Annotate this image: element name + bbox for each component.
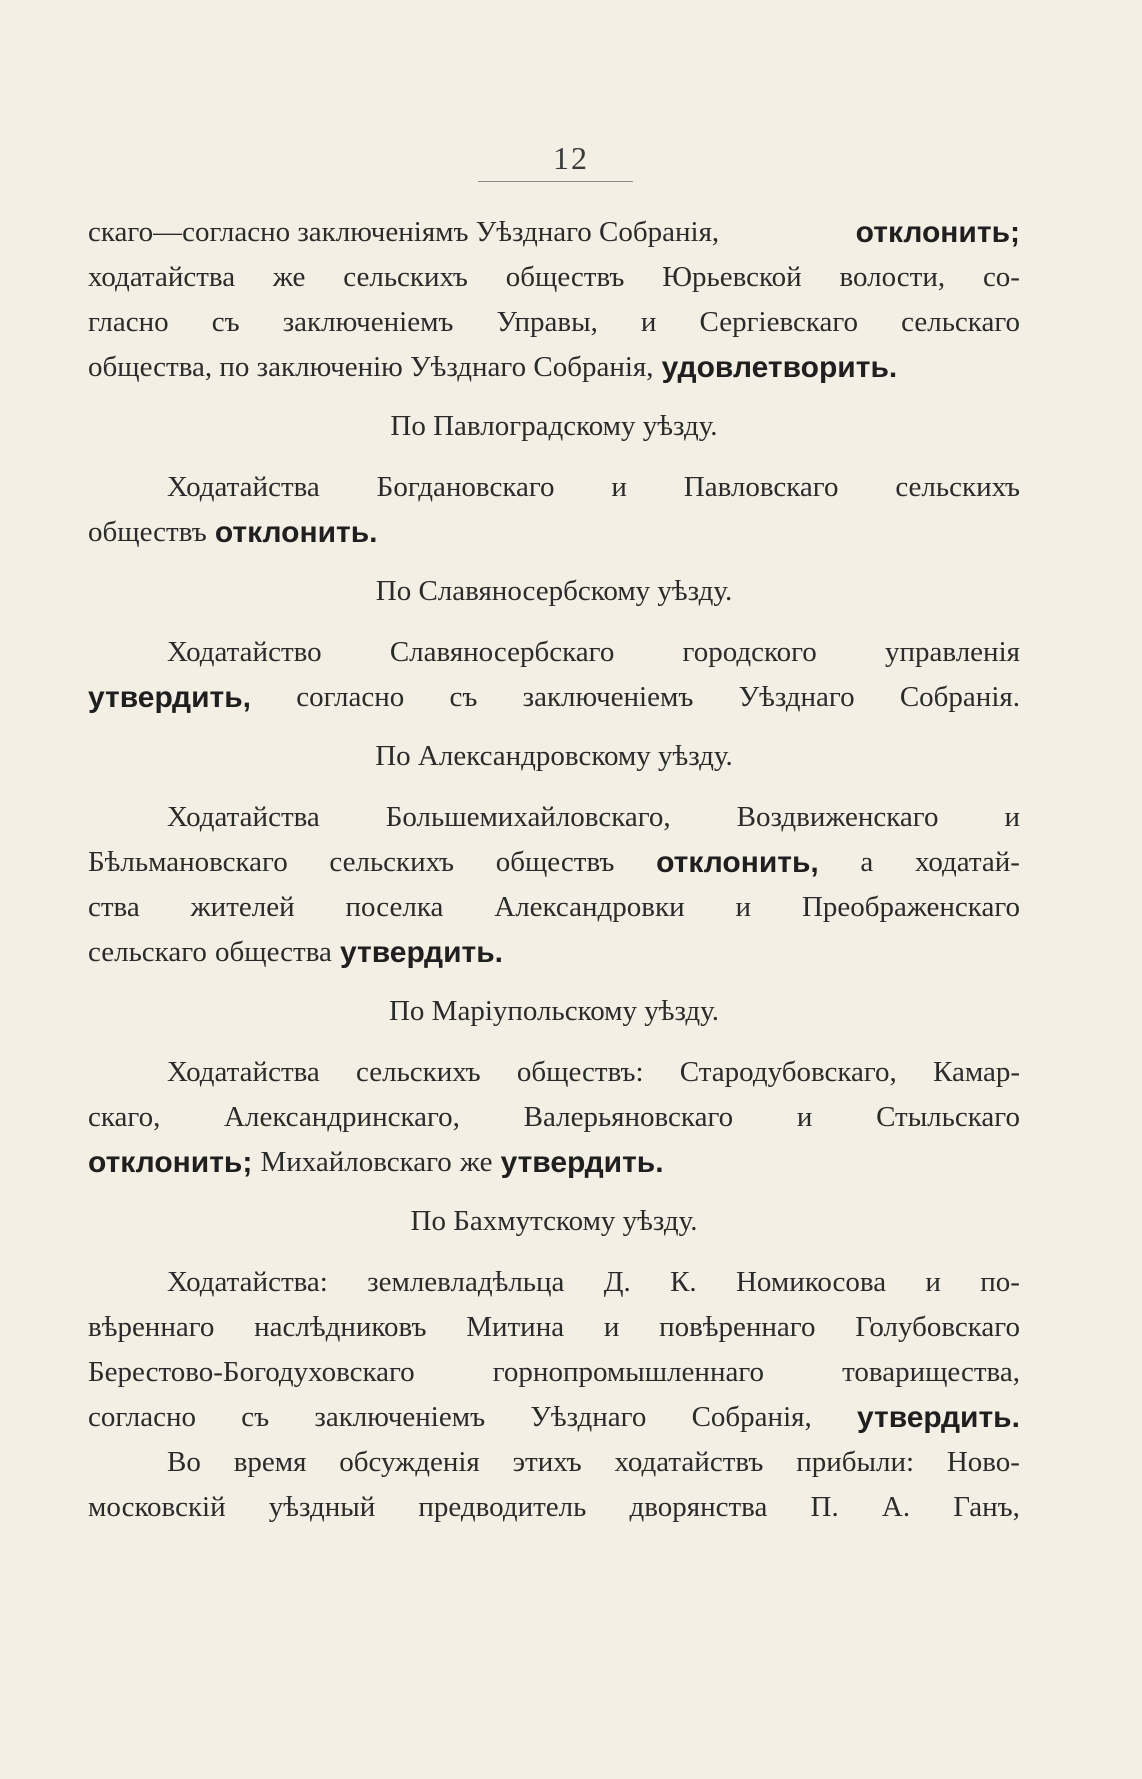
word: и bbox=[1004, 801, 1020, 833]
text-line bbox=[88, 1095, 1020, 1140]
word: Славяносербскаго bbox=[389, 636, 615, 668]
word: заключеніемъ bbox=[314, 1401, 486, 1433]
word: съ bbox=[211, 306, 240, 338]
word: ходатай- bbox=[914, 846, 1020, 878]
text-line bbox=[88, 1260, 1020, 1305]
text-line bbox=[88, 1440, 1020, 1485]
text-line bbox=[88, 345, 1020, 390]
text-line bbox=[88, 795, 1020, 840]
word: По Александровскому уѣзду. bbox=[375, 740, 733, 772]
word: Юрьевской bbox=[662, 261, 802, 293]
word: Номикосова bbox=[735, 1266, 887, 1298]
word: скаго, bbox=[88, 1101, 161, 1133]
section-heading bbox=[88, 569, 1020, 614]
word: Ходатайство bbox=[167, 636, 322, 668]
emphasized-word: отклонить; bbox=[855, 216, 1020, 249]
word: обсужденія bbox=[339, 1446, 480, 1478]
text-line bbox=[88, 930, 1020, 975]
section-heading bbox=[88, 1199, 1020, 1244]
word: вѣреннаго bbox=[88, 1311, 215, 1343]
emphasized-word: утвердить. bbox=[856, 1401, 1020, 1434]
word: общества, по заключенію Уѣзднаго Собранія, bbox=[88, 351, 654, 383]
emphasized-word: утвердить. bbox=[500, 1146, 664, 1179]
word: По Бахмутскому уѣзду. bbox=[410, 1205, 698, 1237]
word: же bbox=[459, 1146, 493, 1178]
word: и bbox=[796, 1101, 813, 1133]
section-heading bbox=[88, 989, 1020, 1034]
word: съ bbox=[449, 681, 478, 713]
text-line bbox=[88, 1350, 1020, 1395]
word: сельскаго bbox=[901, 306, 1020, 338]
word: По Славяносербскому уѣзду. bbox=[375, 575, 733, 607]
word: А. bbox=[881, 1491, 911, 1523]
word: Стыльскаго bbox=[876, 1101, 1020, 1133]
word: Уѣзднаго bbox=[530, 1401, 647, 1433]
word: Александринскаго, bbox=[224, 1101, 460, 1133]
word: Камар- bbox=[932, 1056, 1020, 1088]
emphasized-word: утвердить, bbox=[88, 681, 252, 714]
word: По Павлоградскому уѣзду. bbox=[390, 410, 718, 442]
word: время bbox=[233, 1446, 307, 1478]
word: Богдановскаго bbox=[376, 471, 555, 503]
word: Сергіевскаго bbox=[699, 306, 859, 338]
word: Уѣзднаго bbox=[738, 681, 855, 713]
word: жителей bbox=[190, 891, 295, 923]
word: дворянства bbox=[629, 1491, 768, 1523]
word: Ходатайства bbox=[167, 471, 320, 503]
word: Воздвиженскаго bbox=[736, 801, 939, 833]
word: предводитель bbox=[418, 1491, 587, 1523]
word: заключеніемъ bbox=[282, 306, 454, 338]
word: ходатайства bbox=[88, 261, 236, 293]
word: съ bbox=[241, 1401, 270, 1433]
word: обществъ bbox=[505, 261, 625, 293]
section-heading bbox=[88, 734, 1020, 779]
word: Ходатайства bbox=[167, 801, 320, 833]
word: К. bbox=[670, 1266, 697, 1298]
word: Ходатайства bbox=[167, 1056, 320, 1088]
word: городского bbox=[682, 636, 817, 668]
word: ства bbox=[88, 891, 140, 923]
word: гласно bbox=[88, 306, 169, 338]
word: Собранія, bbox=[691, 1401, 812, 1433]
word: Управы, bbox=[496, 306, 598, 338]
text-line bbox=[88, 675, 1020, 720]
word: управленія bbox=[885, 636, 1020, 668]
word: Большемихайловскаго, bbox=[385, 801, 671, 833]
word: П. bbox=[810, 1491, 839, 1523]
text-line bbox=[88, 1140, 1020, 1185]
emphasized-word: отклонить; bbox=[88, 1146, 253, 1179]
word: Михайловскаго bbox=[260, 1146, 452, 1178]
word: этихъ bbox=[512, 1446, 582, 1478]
word: и bbox=[611, 471, 627, 503]
emphasized-word: отклонить, bbox=[656, 846, 819, 879]
text-line bbox=[88, 210, 1020, 255]
text-line bbox=[88, 630, 1020, 675]
word: Александровки bbox=[494, 891, 685, 923]
word: со- bbox=[982, 261, 1020, 293]
word: волости, bbox=[839, 261, 946, 293]
word: ходатайствъ bbox=[614, 1446, 764, 1478]
word: сельскихъ bbox=[329, 846, 455, 878]
word: уѣздный bbox=[268, 1491, 376, 1523]
word: сельскихъ bbox=[343, 261, 468, 293]
word: Ново- bbox=[946, 1446, 1020, 1478]
word: московскій bbox=[88, 1491, 226, 1523]
word: повѣреннаго bbox=[659, 1311, 816, 1343]
word: и bbox=[925, 1266, 941, 1298]
word: сельскихъ bbox=[895, 471, 1020, 503]
word: сельскихъ bbox=[356, 1056, 481, 1088]
word: прибыли: bbox=[796, 1446, 915, 1478]
word: Во bbox=[167, 1446, 201, 1478]
word: обществъ: bbox=[516, 1056, 644, 1088]
word: по- bbox=[980, 1266, 1020, 1298]
word: Валерьяновскаго bbox=[523, 1101, 734, 1133]
emphasized-word: утвердить. bbox=[340, 936, 504, 969]
word: наслѣдниковъ bbox=[254, 1311, 427, 1343]
body-text bbox=[88, 210, 1020, 1530]
word: обществъ bbox=[495, 846, 615, 878]
text-line bbox=[88, 840, 1020, 885]
word: товарищества, bbox=[842, 1356, 1020, 1388]
section-heading bbox=[88, 404, 1020, 449]
text-line bbox=[88, 465, 1020, 510]
word: а bbox=[860, 846, 874, 878]
word: Павловскаго bbox=[683, 471, 839, 503]
text-line bbox=[88, 255, 1020, 300]
word: согласно bbox=[296, 681, 405, 713]
word: и bbox=[735, 891, 752, 923]
word: сельскаго bbox=[88, 936, 207, 968]
word: Преображенскаго bbox=[801, 891, 1020, 923]
word: Стародубовскаго, bbox=[679, 1056, 897, 1088]
word: же bbox=[272, 261, 306, 293]
word: согласно bbox=[88, 1401, 197, 1433]
text-line bbox=[88, 510, 1020, 555]
word: Д. bbox=[603, 1266, 631, 1298]
text-line bbox=[88, 1395, 1020, 1440]
emphasized-word: отклонить. bbox=[214, 516, 378, 549]
word: общества bbox=[214, 936, 332, 968]
word: и bbox=[640, 306, 657, 338]
word: Собранія. bbox=[899, 681, 1020, 713]
word: Митина bbox=[466, 1311, 565, 1343]
text-line bbox=[88, 300, 1020, 345]
word: Ганъ, bbox=[953, 1491, 1020, 1523]
header-rule bbox=[478, 181, 633, 182]
word: Ходатайства: bbox=[167, 1266, 328, 1298]
word: землевладѣльца bbox=[367, 1266, 565, 1298]
word: По Маріупольскому уѣзду. bbox=[388, 995, 720, 1027]
emphasized-word: удовлетворить. bbox=[661, 351, 898, 384]
word: скаго—согласно заключеніямъ Уѣзднаго Собранія, bbox=[88, 216, 720, 248]
word: и bbox=[603, 1311, 620, 1343]
word: поселка bbox=[345, 891, 444, 923]
text-line bbox=[88, 885, 1020, 930]
word: Берестово-Богодуховскаго bbox=[88, 1356, 415, 1388]
text-line bbox=[88, 1485, 1020, 1530]
word: заключеніемъ bbox=[522, 681, 694, 713]
text-line bbox=[88, 1050, 1020, 1095]
word: обществъ bbox=[88, 516, 207, 548]
page-number: 12 bbox=[553, 140, 589, 176]
text-line bbox=[88, 1305, 1020, 1350]
word: Голубовскаго bbox=[855, 1311, 1020, 1343]
word: Бѣльмановскаго bbox=[88, 846, 288, 878]
word: горнопромышленнаго bbox=[492, 1356, 765, 1388]
